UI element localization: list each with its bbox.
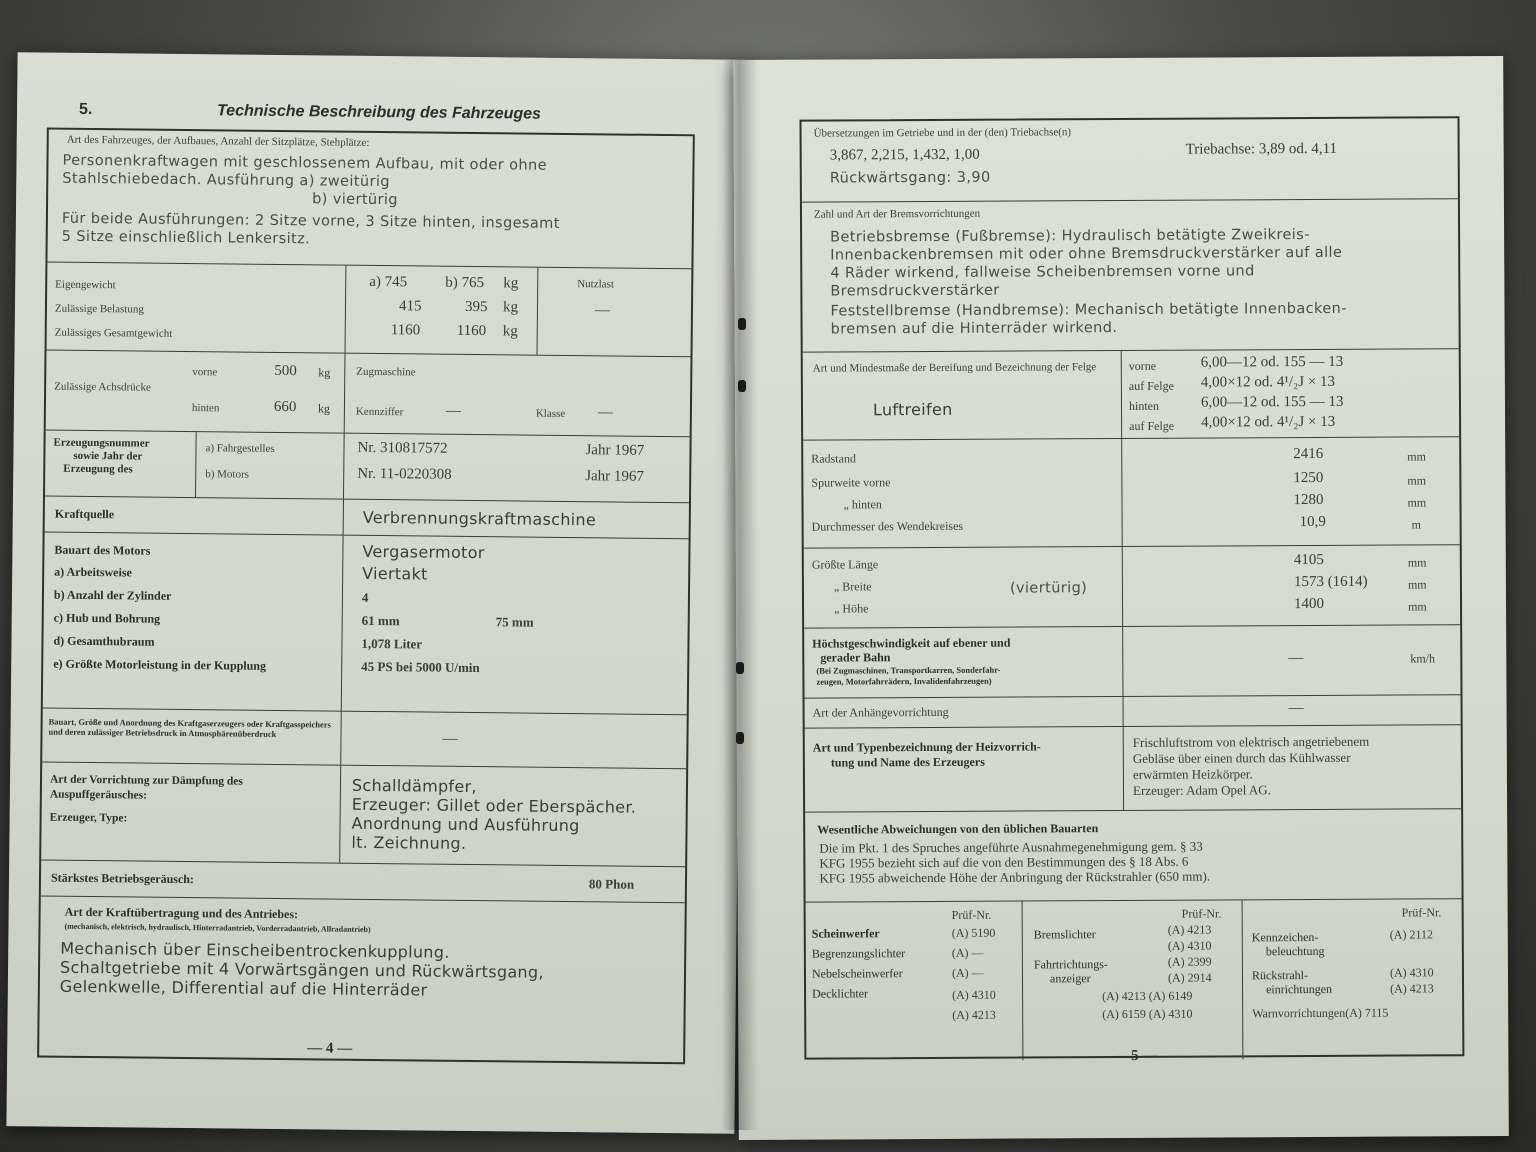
label-fahrtrichtungsanzeiger: Fahrtrichtungs-: [1033, 957, 1108, 972]
daempfung-erzeuger: Erzeuger: Gillet oder Eberspächer.: [351, 794, 637, 817]
section-number: 5.: [78, 100, 93, 119]
row-motor: [43, 532, 689, 715]
fahrgestell-nummer: Nr. 310817572: [357, 439, 448, 457]
bremslichter-nr1: (A) 4213: [1167, 922, 1212, 937]
label-gesamthubraum: d) Gesamthubraum: [53, 633, 155, 649]
eigengewicht-a: a) 745: [369, 273, 408, 291]
unit-mm: mm: [1407, 577, 1427, 592]
label-motor: b) Motors: [205, 468, 249, 481]
wendekreis-value: 10,9: [1299, 513, 1326, 531]
begrenzungslichter-nr: (A) —: [951, 945, 984, 960]
fahrtrichtung-nr3: (A) 4213 (A) 6149: [1102, 988, 1193, 1004]
label-daempfung: Art der Vorrichtung zur Dämpfung des Auspuffgeräusches:: [49, 773, 243, 802]
achs-vorne: 500: [274, 362, 297, 380]
kennziffer-value: —: [445, 402, 461, 419]
label-begrenzungslichter: Begrenzungslichter: [811, 946, 906, 961]
row-masse: [803, 436, 1460, 547]
unit-mm: mm: [1407, 473, 1427, 488]
antrieb-line2: Schaltgetriebe mit 4 Vorwärtsgängen und Rückwärtsgang,: [59, 957, 544, 982]
right-page: [733, 56, 1509, 1140]
bremsen-line3: 4 Räder wirkend, fallweise Scheibenbremsen vorne und: [830, 263, 1255, 282]
unit-kg: kg: [502, 299, 519, 316]
row-kraftgas: [42, 708, 687, 769]
anhaenger-value: —: [1288, 700, 1304, 717]
motor-arbeitsweise: Viertakt: [362, 563, 428, 584]
label-speed-hinweis2: zeugen, Motorfahrrädern, Invalidenfahrzeugen): [816, 675, 992, 687]
label-geraeusch: Stärkstes Betriebsgeräusch:: [50, 870, 195, 887]
antrieb-line3: Gelenkwelle, Differential auf die Hinterräder: [59, 976, 428, 1000]
getriebe-rueckwaertsgang: Rückwärtsgang: 3,90: [829, 169, 991, 187]
daempfung-anordnung: Anordnung und Ausführung: [351, 813, 580, 836]
caption-art: Art des Fahrzeuges, der Aufbaues, Anzahl der Sitzplätze, Stehplätze:: [66, 133, 370, 149]
unit-kg: kg: [318, 365, 331, 380]
caption-kraftuebertragung: Art der Kraftübertragung und des Antriebes:: [64, 904, 299, 922]
label-zylinder: b) Anzahl der Zylinder: [53, 587, 172, 603]
abweichungen-line3: KFG 1955 abweichende Höhe der Anbringung der Rückstrahler (650 mm).: [819, 868, 1211, 886]
label-belastung: Zulässige Belastung: [54, 302, 144, 316]
kennzeichen-nr: (A) 2112: [1389, 927, 1434, 942]
fahrtrichtung-nr4: (A) 6159 (A) 4310: [1102, 1006, 1193, 1022]
row-art: [47, 130, 692, 269]
reifen-vorne: 6,00—12 od. 155 — 13: [1200, 353, 1344, 371]
label-fahrgestell: a) Fahrgestelles: [205, 442, 275, 455]
staple-bottom: [736, 732, 744, 744]
rueckstrahl-nr2: (A) 4213: [1390, 981, 1434, 996]
row-getriebe: [802, 118, 1458, 201]
heizung-erzeuger: Erzeuger: Adam Opel AG.: [1132, 782, 1271, 798]
label-wendekreis: Durchmesser des Wendekreises: [811, 518, 964, 534]
radstand-value: 2416: [1293, 445, 1324, 463]
unit-kg: kg: [317, 401, 331, 416]
label-eigengewicht: Eigengewicht: [55, 278, 116, 292]
label-reifen-hinten: hinten: [1128, 398, 1160, 413]
row-beleuchtung: [806, 898, 1463, 1061]
label-breite: „ Breite: [833, 579, 872, 594]
row-bereifung: [803, 348, 1459, 439]
row-daempfung: [41, 762, 686, 867]
bereifung-value: Luftreifen: [872, 399, 953, 420]
label-klasse: Klasse: [535, 407, 566, 420]
label-reifen-vorne: vorne: [1128, 358, 1157, 373]
fahrgestell-jahr: Jahr 1967: [585, 442, 645, 459]
label-erzeugung-des: Erzeugung des: [63, 462, 133, 476]
label-vorne: vorne: [192, 366, 218, 379]
hoehe-value: 1400: [1293, 595, 1325, 613]
label-heizung: Art und Typenbezeichnung der Heizvorrich-: [812, 739, 1041, 755]
heizung-line3: erwärmten Heizkörper.: [1132, 766, 1253, 782]
triebachse-value: Triebachse: 3,89 od. 4,11: [1185, 140, 1338, 158]
label-bauart-motor: Bauart des Motors: [54, 542, 151, 558]
label-motorleistung: e) Größte Motorleistung in der Kupplung: [53, 656, 267, 673]
art-line4: Für beide Ausführungen: 2 Sitze vorne, 3 Sitze hinten, insgesamt: [61, 210, 560, 232]
label-spurweite-hinten: „ hinten: [843, 497, 882, 512]
label-nebelscheinwerfer: Nebelscheinwerfer: [811, 966, 903, 981]
kraftgas-value: —: [442, 730, 458, 747]
caption-abweichungen: Wesentliche Abweichungen von den üblichen Bauarten: [817, 821, 1099, 837]
label-laenge: Größte Länge: [811, 557, 879, 572]
row-heizung: [805, 724, 1461, 811]
bremslichter-nr2: (A) 4310: [1167, 938, 1212, 953]
unit-mm: mm: [1408, 599, 1427, 614]
felge-vorne: 4,00×12 od. 4¹/₂J × 13: [1200, 373, 1336, 391]
abweichungen-line2: KFG 1955 bezieht sich auf die von den Bestimmungen des § 18 Abs. 6: [819, 853, 1189, 871]
spurweite-vorne-value: 1250: [1293, 469, 1324, 487]
row-kraftuebertragung: [39, 896, 685, 1067]
row-erzeugung: [45, 430, 690, 503]
art-line2: Stahlschiebedach. Ausführung a) zweitürig: [62, 170, 390, 191]
scheinwerfer-nr: (A) 5190: [951, 925, 996, 940]
staple-upper: [738, 380, 746, 392]
row-abweichungen: [805, 808, 1461, 901]
label-anzeiger: anzeiger: [1049, 971, 1091, 986]
label-hub-bohrung: c) Hub und Bohrung: [53, 610, 161, 626]
breite-value: 1573 (1614): [1293, 573, 1368, 591]
nutzlast-value: —: [594, 302, 611, 319]
art-line5: 5 Sitze einschließlich Lenkersitz.: [61, 228, 311, 248]
label-heizung-erzeuger: tung und Name des Erzeugers: [830, 754, 985, 770]
daempfung-zeichnung: lt. Zeichnung.: [351, 832, 467, 853]
felge-hinten: 4,00×12 od. 4¹/₂J × 13: [1201, 413, 1336, 431]
unit-kmh: km/h: [1410, 651, 1436, 666]
label-kraftquelle: Kraftquelle: [54, 506, 115, 522]
unit-mm: mm: [1407, 449, 1426, 464]
book-spine: [722, 60, 758, 1130]
label-rueckstrahl: Rückstrahl-: [1251, 968, 1309, 983]
label-erzeuger-type: Erzeuger, Type:: [49, 811, 128, 825]
belastung-b: 395: [464, 298, 488, 316]
label-hoehe: „ Höhe: [834, 601, 869, 616]
page-number-right: — 5 —: [1112, 1047, 1158, 1065]
motor-bohrung: 75 mm: [495, 614, 534, 630]
motor-leistung: 45 PS bei 5000 U/min: [361, 658, 480, 676]
motor-hubraum: 1,078 Liter: [361, 635, 423, 652]
caption-kraftgas: Bauart, Größe und Anordnung des Kraftgaserzeugers oder Kraftgasspeichers und deren zulässiger Betriebsdruck in Atmosphärenüberdruck: [48, 716, 331, 739]
label-arbeitsweise: a) Arbeitsweise: [54, 564, 132, 580]
left-page: [6, 52, 745, 1134]
label-radstand: Radstand: [811, 451, 856, 466]
caption-bremsen: Zahl und Art der Bremsvorrichtungen: [813, 207, 981, 221]
row-hoechstgeschwindigkeit: [804, 624, 1460, 697]
unit-kg: kg: [502, 323, 518, 340]
unit-mm: mm: [1407, 495, 1427, 510]
label-hinten: hinten: [191, 402, 220, 415]
spurweite-hinten-value: 1280: [1293, 491, 1324, 509]
unit-kg: kg: [503, 275, 519, 292]
header-pruefnr: Prüf-Nr.: [1181, 906, 1222, 921]
klasse-value: —: [597, 404, 613, 421]
left-spec-table: [37, 128, 695, 1065]
warnvorrichtungen-nr: Warnvorrichtungen(A) 7115: [1252, 1005, 1389, 1021]
fahrtrichtung-nr2: (A) 2914: [1167, 970, 1212, 985]
art-line1: Personenkraftwagen mit geschlossenem Aufbau, mit oder ohne: [62, 152, 548, 174]
label-anhaengevorrichtung: Art der Anhängevorrichtung: [812, 704, 949, 720]
nebelscheinwerfer-nr: (A) —: [951, 965, 984, 980]
unit-m: m: [1411, 517, 1421, 532]
label-beleuchtung: beleuchtung: [1265, 943, 1325, 959]
heizung-line1: Frischluftstrom von elektrisch angetriebenem: [1132, 733, 1370, 750]
label-scheinwerfer: Scheinwerfer: [811, 926, 880, 941]
bremsen-line1: Betriebsbremse (Fußbremse): Hydraulisch betätigte Zweikreis-: [830, 227, 1310, 246]
motor-hub: 61 mm: [361, 612, 400, 629]
label-sowie-jahr: sowie Jahr der: [73, 449, 143, 463]
laenge-value: 4105: [1293, 551, 1324, 569]
header-pruefnr: Prüf-Nr.: [1401, 905, 1442, 920]
abweichungen-line1: Die im Pkt. 1 des Spruches angeführte Ausnahmegenehmigung gem. § 33: [819, 838, 1203, 856]
speed-value: —: [1288, 650, 1304, 667]
label-decklichter: Decklichter: [812, 986, 869, 1001]
label-kennziffer: Kennziffer: [355, 405, 404, 419]
label-speed-hinweis1: (Bei Zugmaschinen, Transportkarren, Sonderfahr-: [816, 664, 1001, 676]
decklichter-nr2: (A) 4213: [952, 1007, 996, 1022]
caption-antriebsarten: (mechanisch, elektrisch, hydraulisch, Hinterradantrieb, Vorderradantrieb, Allradantrieb): [64, 921, 371, 934]
caption-bereifung: Art und Mindestmaße der Bereifung und Bezeichnung der Felge: [812, 361, 1097, 375]
label-bremslichter: Bremslichter: [1033, 927, 1096, 942]
motor-nummer: Nr. 11-0220308: [357, 465, 452, 483]
achs-hinten: 660: [273, 398, 297, 416]
label-gesamtgewicht: Zulässiges Gesamtgewicht: [54, 326, 173, 340]
fahrtrichtung-nr1: (A) 2399: [1167, 954, 1212, 969]
label-hoechstgeschwindigkeit: Höchstgeschwindigkeit auf ebener und: [812, 635, 1011, 651]
daempfung-typ: Schalldämpfer,: [351, 775, 477, 797]
row-abmessungen: [804, 544, 1460, 627]
gesamt-a: 1160: [390, 322, 421, 339]
antrieb-line1: Mechanisch über Einscheibentrockenkupplung.: [60, 938, 450, 962]
heizung-line2: Gebläse über einen durch das Kühlwasser: [1132, 749, 1351, 766]
caption-getriebe: Übersetzungen im Getriebe und in der (den) Triebachse(n): [813, 126, 1072, 140]
label-einrichtungen: einrichtungen: [1266, 981, 1333, 997]
eigengewicht-b: b) 765: [445, 274, 485, 292]
staple-top: [738, 318, 746, 330]
header-pruefnr: Prüf-Nr.: [951, 907, 992, 922]
motor-typ: Vergasermotor: [362, 541, 485, 563]
unit-mm: mm: [1407, 555, 1427, 570]
gesamt-b: 1160: [456, 322, 487, 340]
right-spec-table: [799, 116, 1464, 1059]
rueckstrahl-nr1: (A) 4310: [1389, 965, 1434, 980]
label-zugmaschine: Zugmaschine: [356, 365, 416, 379]
label-felge-hinten: auf Felge: [1129, 418, 1175, 433]
reifen-hinten: 6,00—12 od. 155 — 13: [1200, 393, 1344, 411]
label-erzeugungsnummer: Erzeugungsnummer: [53, 436, 150, 450]
decklichter-nr1: (A) 4310: [952, 987, 996, 1002]
kraftquelle-value: Verbrennungskraftmaschine: [362, 507, 597, 530]
geraeusch-value: 80 Phon: [588, 876, 635, 892]
getriebe-uebersetzungen: 3,867, 2,215, 1,432, 1,00: [829, 146, 980, 164]
ausfuehrung-viertuerig: (viertürig): [1009, 580, 1088, 597]
label-spurweite-vorne: Spurweite vorne: [811, 475, 891, 490]
bremsen-line6: bremsen auf die Hinterräder wirkend.: [830, 320, 1118, 338]
row-anhaenger: [805, 694, 1461, 727]
motor-zylinder: 4: [361, 589, 369, 605]
label-achsdruecke: Zulässige Achsdrücke: [54, 380, 152, 394]
row-bremsen: [802, 198, 1459, 351]
label-nutzlast: Nutzlast: [577, 278, 614, 291]
page-title: Technische Beschreibung des Fahrzeuges: [216, 102, 542, 123]
label-gerade-bahn: gerader Bahn: [820, 650, 891, 665]
page-number-left: — 4 —: [307, 1040, 353, 1057]
row-gewicht: [47, 262, 692, 357]
art-line3: b) viertürig: [312, 191, 399, 209]
staple-lower: [736, 662, 744, 674]
row-achsdruecke: [46, 350, 691, 437]
label-kennzeichen: Kennzeichen-: [1251, 929, 1319, 945]
label-felge-vorne: auf Felge: [1128, 378, 1174, 393]
bremsen-line4: Bremsdruckverstärker: [830, 282, 1000, 300]
bremsen-line5: Feststellbremse (Handbremse): Mechanisch betätigte Innenbacken-: [830, 300, 1347, 320]
bremsen-line2: Innenbackenbremsen mit oder ohne Bremsdruckverstärker auf alle: [830, 244, 1343, 264]
motor-jahr: Jahr 1967: [585, 468, 645, 485]
belastung-a: 415: [398, 298, 422, 315]
